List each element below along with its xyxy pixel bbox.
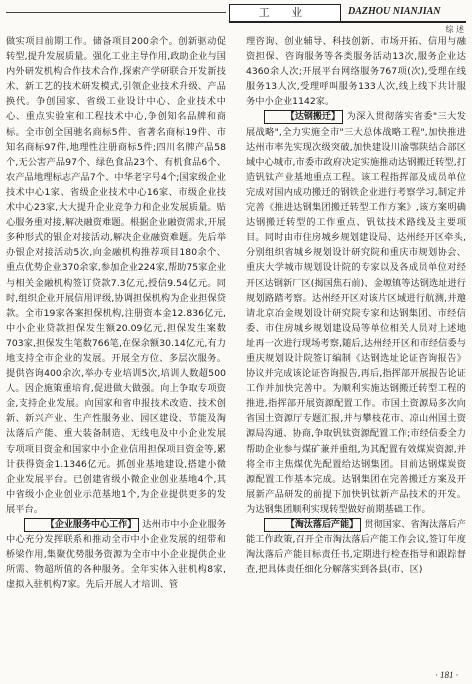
header-rule-right: [229, 21, 466, 23]
right-paragraph-3: [246, 517, 466, 577]
page-number: · 181 ·: [435, 670, 458, 680]
chapter-subtitle: 综 述: [445, 25, 464, 34]
right-paragraph-1: 理咨询、创业辅导、科技创新、市场开拓、信用与融资担保、咨询服务等各类服务活动13次,服务企业达4360余人次;开展平台网络服务767项(次),受理在线服务13人次,受理呼叫服务133人次,线上线下共计服务中小企业1142家。: [246, 36, 466, 108]
right-paragraph-2: [246, 109, 466, 517]
right-paragraph-2-text: 为深入贯彻落实省委"三大发展战略",全力实施全市"三大总体战略工程",加快推进达州市率先实现次级突破,加快建设川渝鄂陕结合部区域中心城市,市委市政府决定实施推动达钢搬迁转型,打造钒钛产业基地重点工程。该工程指挥部及成员单位完成对国内成功搬迁的钢铁企业进行考察学习,制定并完善《推进达钢集团搬迁转型工作方案》,该方案明确达钢搬迁转型的工作重点、钒钛技术路线及主要项目。同时由市住房城乡规划建设局、达州经开区牵头,分别组织省城乡规划设计研究院和重庆市规划协会、重庆大学城市规划设计院的专家以及各成员单位对经开区达钢新厂区(揭国焦石前)、金塬镇等达钢选址进行规划路踏考察。达州经开区对该片区域进行航测,并邀请北京冶金规划设计研究院专家和达钢集团、市经信委、市住房城乡规划建设局等单位相关人员对上述地址再一次进行现场考察,随后,达州经开区和市经信委与重庆规划设计院签订编制《达钢选址论证咨询报告》协议并完成该论证咨询报告,再后,指挥部开展报告论证工作并加快完善中。为顺利实施达钢搬迁转型工程的推进,指挥部开展资源配置工作。市国土资源局多次向省国土资源厅专题汇报,并与攀枝花市、凉山州国土资源局沟通、协商,争取钒钛资源配置工作;市经信委全力帮助企业参与煤矿兼并重组,为其配置有效煤炭资源,并将全市主焦煤优先配置给达钢集团。目前达钢煤炭资源配置工作基本完成。达钢集团在完善搬迁方案及开展新产品研发的前提下加快钒钛新产品技术的开发。为达钢集团顺利实现转型做好前期基础工作。: [246, 111, 466, 515]
left-column: [6, 34, 226, 592]
section-tag-enterprise-service: 【企业服务中心工作】: [24, 518, 139, 532]
publication-title: DAZHOU NIANJIAN: [348, 6, 441, 17]
left-paragraph-1: 做实项目前期工作。储备项目200余个。创新驱动促转型,提升发展质量。强化工业主导作用,政助企业与国内外研发机构合作技术合作,探索产学研联合开发新技术、新工艺的技术研发模式,引领企业技术升级、产品换代。争创国家、省级工业设计中心、企业技术中心、重点实验室和工程技术中心,争创知名品牌和商标。全市创全国驰名商标5件、省著名商标19件、市知名商标97件,地理性注册商标5件;四川名牌产品58个,无公害产品97个、绿色食品23个、有机食品6个、农产品地理标志产品7个、中华老字号4个;国家级企业技术中心1家、省级企业技术中心16家、市级企业技术中心23家,大大提升企业竞争力和企业发展质量。贴心服务重对接,解决融资难题。根据企业融资需求,开展多种形式的银企对接活动,解决企业融资难题。先后举办银企对接活动5次,向金融机构推荐项目180余个、重点优势企业370余家,参加企业224家,帮助75家企业与相关金融机构签订贷款7.3亿元,授信9.54亿元。同时,组织企业开展信用评级,协调担保机构为企业担保贷款。全市19家各案担保机构,注册资本金12.836亿元,中小企业贷款担保发生额20.09亿元,担保发生案数703家,担保发生笔数766笔,在保余额30.14亿元,有力地支持全市企业的发展。开展全方位、多层次服务。提供咨询400余次,举办专业培训5次,培训人数超500人。因企施策重培育,促进做大做强。向上争取专项资金,支持企业发展。向国家和省申报技术改造、技术创新、新兴产业、生产性服务业、园区建设、节能及淘汰落后产能、重大装备制造、无线电及中小企业发展专项项目资金和国家中小企业信用担保项目资金等,累计获得资金1.1346亿元。抓创业基地建设,搭建小微企业发展平台。已创建省级小微企业创业基地4个,其中省级小企业创业示范基地1个,为企业提供更多的发展平台。: [6, 36, 226, 515]
section-label: 工 业: [229, 4, 341, 22]
right-column: [246, 34, 466, 577]
section-tag-steel-relocation: 【达钢搬迁】: [264, 110, 343, 124]
left-paragraph-2: [6, 517, 226, 592]
section-tag-eliminate-capacity: 【淘汰落后产能】: [264, 518, 361, 532]
page-header: [0, 0, 472, 34]
left-paragraph-2-text: 达州市中小企业服务中心充分发挥联系和推动全市中小企业发展的纽带和桥梁作用,集聚优势服务资源为全市中小企业提供企业所需、物超所值的各种服务。全年实体入驻机构8家,虚拟入驻机构7家。先后开展人才培训、管: [6, 519, 226, 591]
header-rule-left: [6, 12, 226, 13]
right-paragraph-3-text: 贯彻国家、省淘汰落后产能工作政策,召开全市淘汰落后产能工作会议,签订年度淘汰落后产能目标责任书,定期进行检查指导和跟踪督查,把具体责任细化分解落实到各县(市、区): [246, 519, 466, 576]
